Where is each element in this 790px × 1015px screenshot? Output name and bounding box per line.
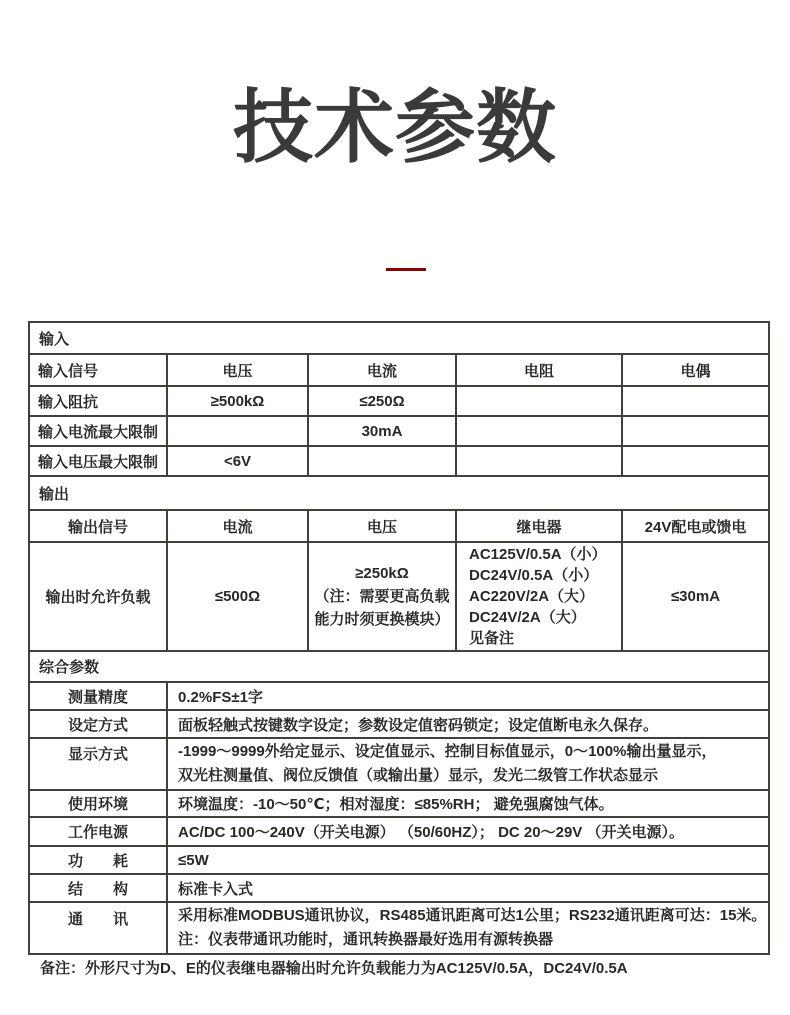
row-label: 输入电流最大限制: [29, 416, 167, 446]
section-header-row: [29, 476, 769, 510]
table-row: [29, 738, 769, 790]
table-row: [29, 542, 769, 651]
column-header: 电压: [167, 354, 308, 386]
table-cell: [622, 386, 769, 416]
spec-table: [28, 321, 770, 955]
table-cell: ≤5W: [167, 846, 769, 874]
table-cell: [308, 542, 456, 651]
table-cell: 0.2%FS±1字: [167, 682, 769, 710]
table-row: [29, 354, 769, 386]
table-cell: [167, 416, 308, 446]
cell-line: （注：需要更高负载: [314, 588, 450, 605]
table-cell: [622, 416, 769, 446]
row-label: 输出信号: [29, 510, 167, 542]
table-row: [29, 510, 769, 542]
cell-line: 注：仪表带通讯功能时，通讯转换器最好选用有源转换器: [178, 931, 554, 948]
row-label: 功 耗: [29, 846, 167, 874]
table-cell: [167, 902, 769, 954]
cell-line: 见备注: [469, 630, 515, 647]
row-label: 结 构: [29, 874, 167, 902]
column-header: 电偶: [622, 354, 769, 386]
row-label: 测量精度: [29, 682, 167, 710]
cell-line: AC220V/2A（大）: [469, 588, 595, 605]
table-row: [29, 790, 769, 817]
table-cell: 面板轻触式按键数字设定；参数设定值密码锁定；设定值断电永久保存。: [167, 710, 769, 738]
cell-line: -1999～9999外给定显示、设定值显示、控制目标值显示，0～100%输出量显示，: [178, 743, 717, 760]
table-cell: [308, 446, 456, 476]
column-header: 24V配电或馈电: [622, 510, 769, 542]
page-title: 技术参数: [233, 83, 557, 172]
table-row: [29, 874, 769, 902]
title-divider: [386, 268, 426, 271]
row-label: 输入信号: [29, 354, 167, 386]
section-header-row: [29, 651, 769, 682]
table-cell: 环境温度：-10～50℃；相对湿度：≤85%RH； 避免强腐蚀气体。: [167, 790, 769, 817]
table-cell: [622, 446, 769, 476]
section-header-general: 综合参数: [29, 651, 769, 682]
table-cell: [167, 738, 769, 790]
table-cell: [456, 386, 622, 416]
table-cell: ≥500kΩ: [167, 386, 308, 416]
cell-line: 能力时须更换模块）: [314, 611, 450, 628]
table-cell: [456, 416, 622, 446]
table-row: [29, 386, 769, 416]
row-label: 使用环境: [29, 790, 167, 817]
table-cell: [456, 446, 622, 476]
table-row: [29, 446, 769, 476]
table-cell: 标准卡入式: [167, 874, 769, 902]
table-cell: ≤250Ω: [308, 386, 456, 416]
table-cell: 30mA: [308, 416, 456, 446]
table-cell: [456, 542, 622, 651]
cell-line: 双光柱测量值、阀位反馈值（或输出量）显示，发光二级管工作状态显示: [178, 767, 659, 784]
table-row: [29, 710, 769, 738]
section-header-output: 输出: [29, 476, 769, 510]
table-cell: <6V: [167, 446, 308, 476]
table-row: [29, 416, 769, 446]
column-header: 继电器: [456, 510, 622, 542]
row-label: 显示方式: [29, 738, 167, 790]
row-label: 输入电压最大限制: [29, 446, 167, 476]
table-row: [29, 817, 769, 846]
cell-line: DC24V/2A（大）: [469, 609, 586, 626]
table-row: [29, 902, 769, 954]
row-label: 设定方式: [29, 710, 167, 738]
column-header: 电阻: [456, 354, 622, 386]
column-header: 电流: [167, 510, 308, 542]
cell-line: 采用标准MODBUS通讯协议，RS485通讯距离可达1公里；RS232通讯距离可达：15米。: [178, 907, 767, 924]
table-row: [29, 682, 769, 710]
table-row: [29, 846, 769, 874]
cell-line: ≥250kΩ: [355, 565, 409, 582]
footnote: 备注：外形尺寸为D、E的仪表继电器输出时允许负载能力为AC125V/0.5A，DC24V/0.5A: [40, 960, 628, 977]
table-cell: ≤500Ω: [167, 542, 308, 651]
cell-line: AC125V/0.5A（小）: [469, 546, 607, 563]
row-label: 工作电源: [29, 817, 167, 846]
row-label: 输出时允许负载: [29, 542, 167, 651]
table-cell: AC/DC 100～240V（开关电源） （50/60HZ）； DC 20～29V （开关电源）。: [167, 817, 769, 846]
cell-line: DC24V/0.5A（小）: [469, 567, 599, 584]
table-cell: ≤30mA: [622, 542, 769, 651]
section-header-row: [29, 322, 769, 354]
column-header: 电流: [308, 354, 456, 386]
row-label: 通 讯: [29, 902, 167, 954]
column-header: 电压: [308, 510, 456, 542]
row-label: 输入阻抗: [29, 386, 167, 416]
section-header-input: 输入: [29, 322, 769, 354]
